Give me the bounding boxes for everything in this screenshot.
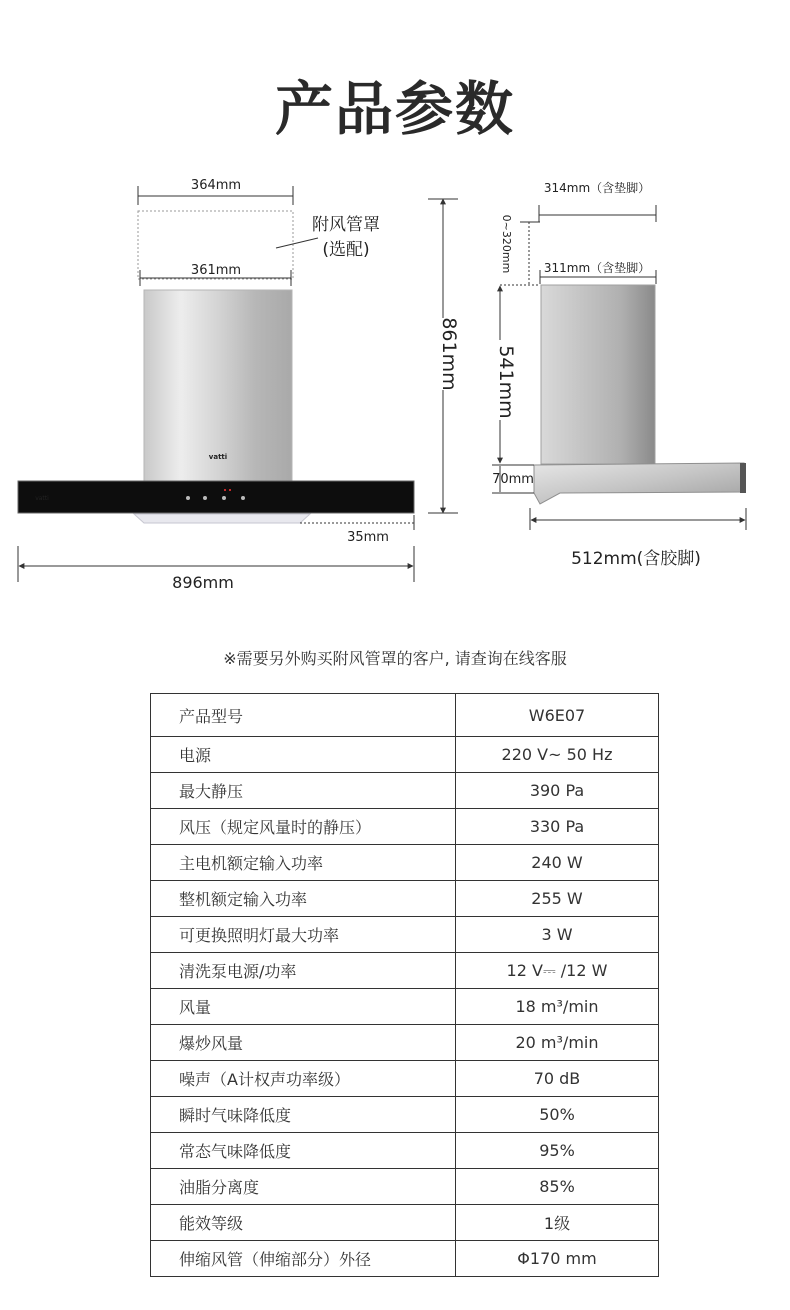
spec-value: 240 W (456, 845, 659, 881)
duct-cover-optional-label: (选配) (322, 240, 370, 260)
front-top-width: 364mm (190, 178, 242, 193)
front-view (18, 178, 460, 592)
panel-logo: vatti (35, 495, 49, 502)
spec-label: 油脂分离度 (151, 1169, 456, 1205)
side-chimney-body (541, 285, 655, 464)
spec-value: 85% (456, 1169, 659, 1205)
spec-label: 主电机额定输入功率 (151, 845, 456, 881)
side-panel-edge (740, 463, 746, 493)
spec-value: 330 Pa (456, 809, 659, 845)
side-view (490, 180, 746, 569)
spec-label: 噪声（A计权声功率级） (151, 1061, 456, 1097)
spec-value: 255 W (456, 881, 659, 917)
side-panel-height: 70mm (492, 472, 534, 487)
spec-label: 最大静压 (151, 773, 456, 809)
spec-label: 整机额定输入功率 (151, 881, 456, 917)
spec-value: 70 dB (456, 1061, 659, 1097)
side-top-width: 314mm（含垫脚） (543, 181, 651, 195)
table-row (151, 953, 659, 989)
front-chimney-width: 361mm (190, 263, 242, 278)
brand-logo: vatti (208, 453, 228, 461)
table-row (151, 1205, 659, 1241)
spec-label: 清洗泵电源/功率 (151, 953, 456, 989)
spec-value: 3 W (456, 917, 659, 953)
spec-value: 220 V~ 50 Hz (456, 737, 659, 773)
table-row (151, 845, 659, 881)
front-glass-panel (18, 481, 414, 513)
table-row (151, 917, 659, 953)
front-panel-depth: 35mm (347, 530, 389, 545)
table-row (151, 773, 659, 809)
spec-label: 电源 (151, 737, 456, 773)
dimension-diagram (0, 160, 790, 600)
table-row (151, 737, 659, 773)
spec-value: 20 m³/min (456, 1025, 659, 1061)
purchase-note: ※需要另外购买附风管罩的客户, 请查询在线客服 (223, 649, 567, 668)
spec-table (150, 693, 659, 1277)
spec-value: Φ170 mm (456, 1241, 659, 1277)
spec-label: 产品型号 (151, 694, 456, 737)
table-row (151, 989, 659, 1025)
side-chimney-width: 311mm（含垫脚） (543, 261, 651, 275)
duct-cover-callout-line (276, 238, 318, 248)
duct-cover-label: 附风管罩 (312, 215, 380, 235)
table-row (151, 694, 659, 737)
side-adjust-range: 0~320mm (500, 214, 513, 274)
table-row (151, 1097, 659, 1133)
spec-label: 瞬时气味降低度 (151, 1097, 456, 1133)
table-row (151, 1133, 659, 1169)
side-depth: 512mm(含胶脚) (571, 549, 701, 569)
spec-value: 95% (456, 1133, 659, 1169)
front-total-width: 896mm (172, 573, 234, 592)
spec-label: 风量 (151, 989, 456, 1025)
spec-value: 18 m³/min (456, 989, 659, 1025)
spec-label: 爆炒风量 (151, 1025, 456, 1061)
spec-label: 风压（规定风量时的静压） (151, 809, 456, 845)
spec-label: 可更换照明灯最大功率 (151, 917, 456, 953)
spec-value: 1级 (456, 1205, 659, 1241)
table-row (151, 809, 659, 845)
page-title: 产品参数 (274, 75, 515, 143)
side-body-height: 541mm (495, 345, 517, 419)
spec-label: 常态气味降低度 (151, 1133, 456, 1169)
spec-value: 390 Pa (456, 773, 659, 809)
spec-value: 12 V⎓ /12 W (456, 953, 659, 989)
table-row (151, 1169, 659, 1205)
spec-value: W6E07 (456, 694, 659, 737)
table-row (151, 1061, 659, 1097)
table-row (151, 881, 659, 917)
front-total-height: 861mm (438, 317, 460, 391)
table-row (151, 1241, 659, 1277)
side-hood-panel (534, 463, 744, 504)
spec-value: 50% (456, 1097, 659, 1133)
spec-label: 伸缩风管（伸缩部分）外径 (151, 1241, 456, 1277)
table-row (151, 1025, 659, 1061)
spec-label: 能效等级 (151, 1205, 456, 1241)
front-light-bar (134, 514, 310, 523)
